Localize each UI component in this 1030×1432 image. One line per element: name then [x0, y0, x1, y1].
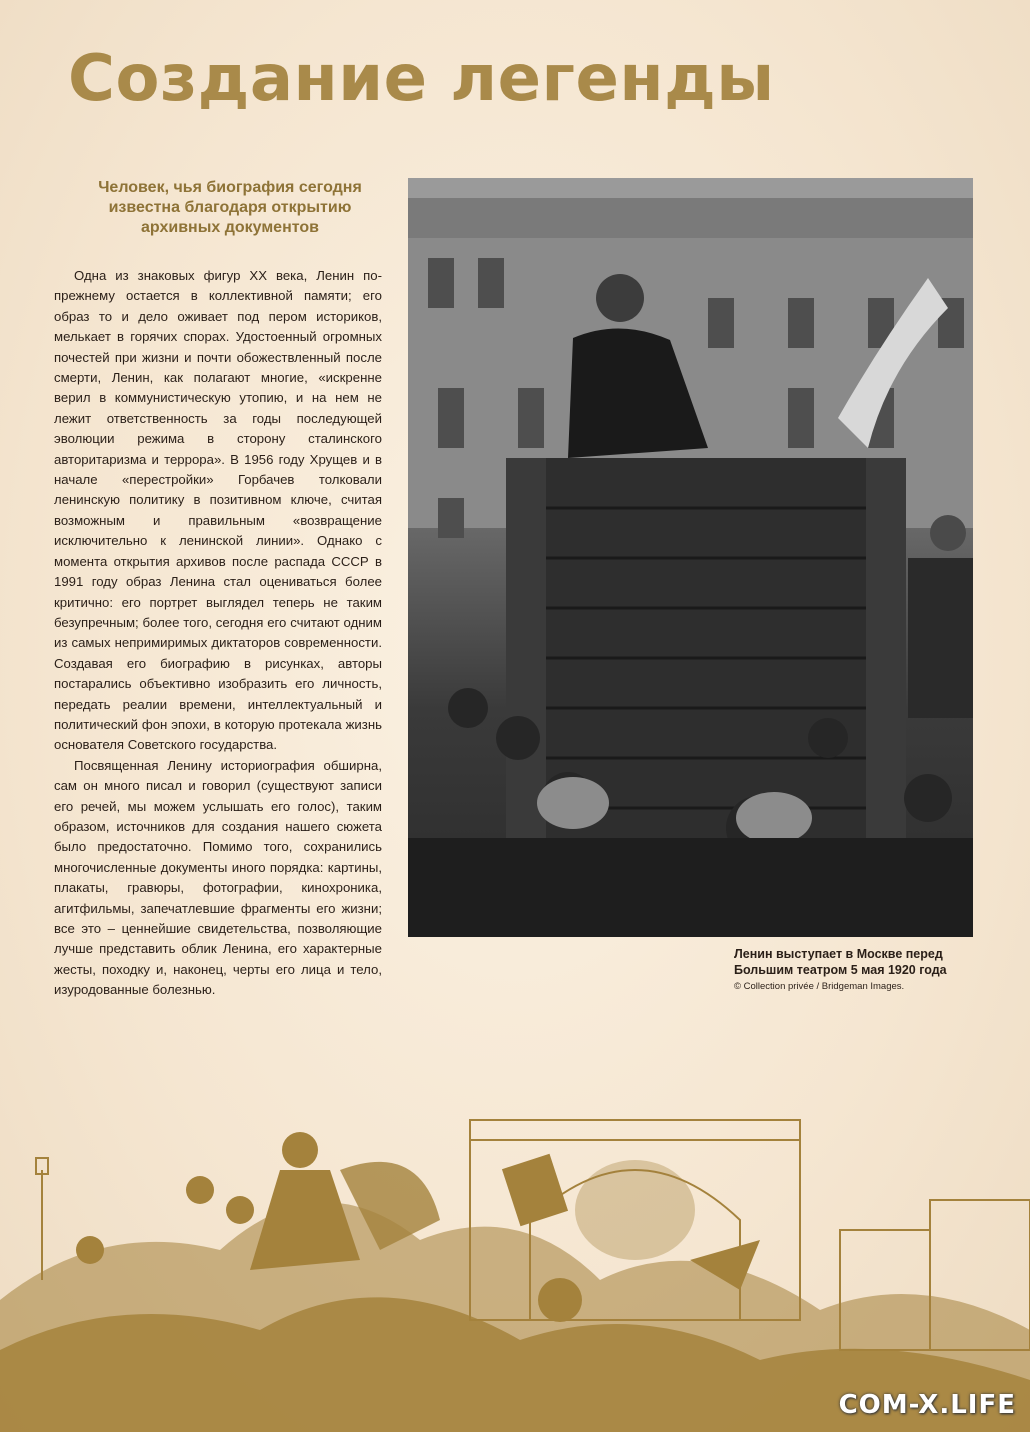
caption-line-1: Ленин выступает в Москве перед: [734, 947, 943, 961]
subtitle-line-3: архивных документов: [141, 219, 319, 236]
paragraph-2: Посвященная Ленину историография обширна, сам он много писал и говорил (существуют записи его речей, мы можем услышать его голос), таким образом, источников для создания нашего сюжета было предостаточно. Помимо того, сохранились многочисленные документы иного порядка: картины, плакаты, гравюры, фотографии, кинохроника, агитфильмы, запечатлевшие фрагменты его жизни; все это – ценнейшие свидетельства, позволяющие лучше представить облик Ленина, его характерные жесты, походку и, наконец, черты его лица и тело, изуродованные болезнью.: [54, 757, 382, 998]
watermark: COM-X.LIFE: [838, 1390, 1016, 1420]
page-title: Создание легенды: [68, 42, 775, 116]
subtitle-line-1: Человек, чья биография сегодня: [98, 179, 362, 196]
crowd-drawing-illustration: [0, 1100, 1030, 1432]
subtitle-line-2: известна благодаря открытию: [108, 199, 352, 216]
paragraph-1: Одна из знаковых фигур XX века, Ленин по-прежнему остается в коллективной памяти; его образ то и дело оживает под пером историков, мелькает в горячих спорах. Удостоенный огромных почестей при жизни и почти обожествленный после смерти, Ленин, как полагают многие, «искренне верил в коммунистическую утопию, и на нем не лежит ответственность за годы последующей эволюции режима в сторону сталинского авторитаризма и террора». В 1956 году Хрущев и в начале «перестройки» Горбачев толковали ленинскую политику в позитивном ключе, считая возможным и правильным «возвращение исключительно к ленинской линии». Однако с момента открытия архивов после распада СССР в 1991 году образ Ленина стал оцениваться более критично: его портрет выглядел теперь не таким безупречным; более того, сегодня его считают одним из самых непримиримых диктаторов современности. Создавая его биографию в рисунках, авторы постарались объективно изобразить его личность, передать реалии времени, интеллектуальный и политический фон эпохи, в которую протекала жизнь основателя Советского государства.: [54, 268, 382, 753]
page-subtitle: [70, 178, 390, 238]
caption-line-2: Большим театром 5 мая 1920 года: [734, 963, 947, 977]
historical-photo: [408, 178, 973, 937]
photo-caption: [734, 946, 994, 994]
photo-credit: © Collection privée / Bridgeman Images.: [734, 981, 905, 992]
photo-illustration: [408, 178, 973, 937]
article-body: [54, 266, 382, 1001]
